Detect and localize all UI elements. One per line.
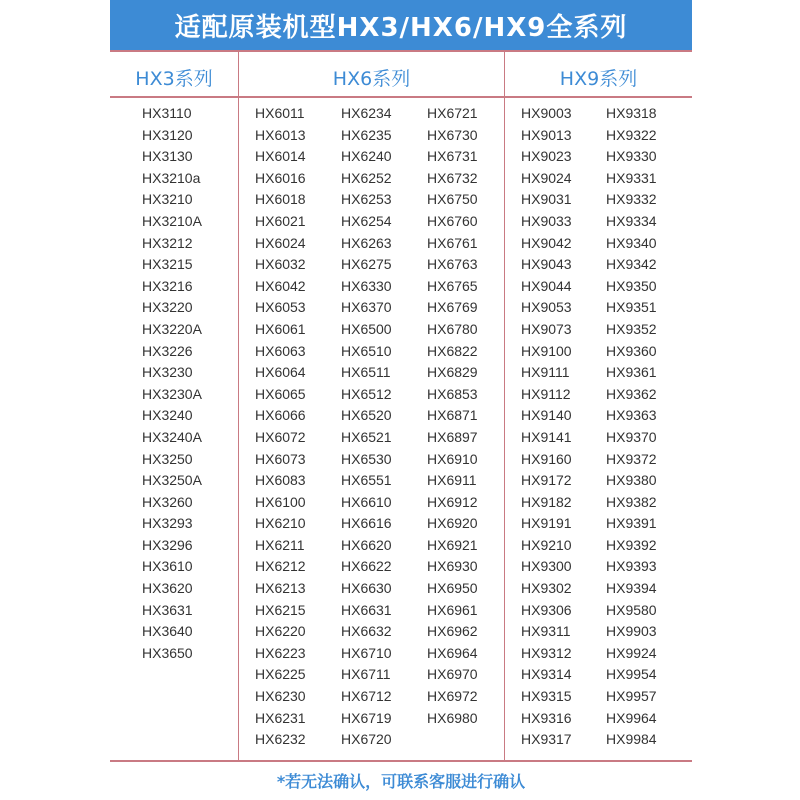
model-item: HX6964 <box>427 644 478 661</box>
model-item: HX6761 <box>427 234 478 251</box>
model-item: HX6213 <box>255 580 306 597</box>
model-item: HX3226 <box>142 342 193 359</box>
model-item: HX9393 <box>606 558 657 575</box>
header-hx3-label: HX3系列 <box>135 67 213 90</box>
model-item: HX9140 <box>521 407 572 424</box>
model-item: HX6720 <box>341 731 392 748</box>
model-item: HX9312 <box>521 644 572 661</box>
model-item: HX3250 <box>142 450 193 467</box>
model-item: HX3210a <box>142 169 201 186</box>
model-item: HX9342 <box>606 256 657 273</box>
model-item: HX6240 <box>341 148 392 165</box>
model-item: HX9580 <box>606 601 657 618</box>
model-item: HX3296 <box>142 536 193 553</box>
model-item: HX9160 <box>521 450 572 467</box>
model-item: HX3293 <box>142 515 193 532</box>
model-item: HX9351 <box>606 299 657 316</box>
model-item: HX3216 <box>142 277 193 294</box>
model-item: HX3260 <box>142 493 193 510</box>
model-item: HX6013 <box>255 126 306 143</box>
model-item: HX6100 <box>255 493 306 510</box>
model-item: HX9141 <box>521 428 572 445</box>
model-item: HX9350 <box>606 277 657 294</box>
model-item: HX3130 <box>142 148 193 165</box>
model-item: HX6930 <box>427 558 478 575</box>
model-item: HX6065 <box>255 385 306 402</box>
model-item: HX6920 <box>427 515 478 532</box>
model-item: HX9013 <box>521 126 572 143</box>
model-item: HX6630 <box>341 580 392 597</box>
model-item: HX6263 <box>341 234 392 251</box>
model-item: HX6631 <box>341 601 392 618</box>
column-divider-hx3-hx6 <box>238 50 239 762</box>
model-item: HX9043 <box>521 256 572 273</box>
model-item: HX6961 <box>427 601 478 618</box>
model-item: HX6220 <box>255 623 306 640</box>
model-item: HX6510 <box>341 342 392 359</box>
model-item: HX9362 <box>606 385 657 402</box>
model-item: HX9352 <box>606 320 657 337</box>
model-item: HX3210A <box>142 212 202 229</box>
model-item: HX3215 <box>142 256 193 273</box>
model-item: HX6063 <box>255 342 306 359</box>
model-item: HX6911 <box>427 472 477 489</box>
model-item: HX6215 <box>255 601 306 618</box>
model-item: HX6980 <box>427 709 478 726</box>
model-item: HX6765 <box>427 277 478 294</box>
model-item: HX6530 <box>341 450 392 467</box>
model-item: HX6730 <box>427 126 478 143</box>
model-item: HX6232 <box>255 731 306 748</box>
model-item: HX9332 <box>606 191 657 208</box>
model-item: HX9003 <box>521 105 572 121</box>
model-item: HX6330 <box>341 277 392 294</box>
model-item: HX9172 <box>521 472 572 489</box>
model-item: HX9311 <box>521 623 571 640</box>
model-item: HX9370 <box>606 428 657 445</box>
model-item: HX3250A <box>142 472 202 489</box>
model-item: HX6620 <box>341 536 392 553</box>
model-item: HX9024 <box>521 169 572 186</box>
model-item: HX6853 <box>427 385 478 402</box>
hx9-model-list-col2 <box>606 103 657 751</box>
model-item: HX9100 <box>521 342 572 359</box>
model-item: HX6024 <box>255 234 306 251</box>
model-item: HX9191 <box>521 515 572 532</box>
model-item: HX6230 <box>255 688 306 705</box>
model-item: HX6822 <box>427 342 478 359</box>
model-item: HX3220A <box>142 320 202 337</box>
model-item: HX9210 <box>521 536 572 553</box>
hx9-model-list-col1 <box>521 103 572 751</box>
model-item: HX6921 <box>427 536 478 553</box>
hx6-model-list-col3 <box>427 103 478 729</box>
model-item: HX6950 <box>427 580 478 597</box>
model-item: HX3240A <box>142 428 202 445</box>
model-item: HX9031 <box>521 191 572 208</box>
model-item: HX9392 <box>606 536 657 553</box>
model-item: HX9033 <box>521 212 572 229</box>
model-item: HX6254 <box>341 212 392 229</box>
model-item: HX6910 <box>427 450 478 467</box>
model-item: HX3220 <box>142 299 193 316</box>
model-item: HX3230A <box>142 385 202 402</box>
model-item: HX6083 <box>255 472 306 489</box>
header-hx3 <box>110 62 238 92</box>
model-item: HX9330 <box>606 148 657 165</box>
model-item: HX3620 <box>142 580 193 597</box>
model-item: HX6721 <box>427 105 478 121</box>
model-item: HX9382 <box>606 493 657 510</box>
model-item: HX6061 <box>255 320 306 337</box>
model-item: HX6610 <box>341 493 392 510</box>
model-item: HX6225 <box>255 666 306 683</box>
model-item: HX6551 <box>341 472 392 489</box>
model-item: HX6072 <box>255 428 306 445</box>
model-item: HX3230 <box>142 364 193 381</box>
model-item: HX9964 <box>606 709 657 726</box>
model-item: HX6710 <box>341 644 392 661</box>
hx3-model-list <box>142 103 202 664</box>
model-item: HX6731 <box>427 148 478 165</box>
model-item: HX6763 <box>427 256 478 273</box>
model-item: HX3210 <box>142 191 193 208</box>
model-item: HX6210 <box>255 515 306 532</box>
model-item: HX6211 <box>255 536 305 553</box>
model-item: HX9957 <box>606 688 657 705</box>
header-hx9-label: HX9系列 <box>559 67 638 90</box>
model-item: HX6970 <box>427 666 478 683</box>
header-hx6-label: HX6系列 <box>332 67 411 90</box>
column-divider-hx6-hx9 <box>504 50 505 762</box>
model-item: HX6370 <box>341 299 392 316</box>
model-item: HX6234 <box>341 105 392 121</box>
model-item: HX9380 <box>606 472 657 489</box>
model-item: HX3650 <box>142 644 193 661</box>
model-item: HX3631 <box>142 601 193 618</box>
model-item: HX9360 <box>606 342 657 359</box>
model-item: HX6500 <box>341 320 392 337</box>
model-item: HX6021 <box>255 212 306 229</box>
model-item: HX6018 <box>255 191 306 208</box>
model-item: HX9111 <box>521 364 570 381</box>
model-item: HX9903 <box>606 623 657 640</box>
model-item: HX9315 <box>521 688 572 705</box>
model-item: HX9316 <box>521 709 572 726</box>
model-item: HX9334 <box>606 212 657 229</box>
model-item: HX6253 <box>341 191 392 208</box>
model-item: HX3610 <box>142 558 193 575</box>
model-item: HX6769 <box>427 299 478 316</box>
header-divider <box>110 96 692 98</box>
model-item: HX9331 <box>606 169 657 186</box>
model-item: HX6235 <box>341 126 392 143</box>
model-item: HX9322 <box>606 126 657 143</box>
model-item: HX6016 <box>255 169 306 186</box>
footer-note <box>110 765 692 795</box>
model-item: HX6511 <box>341 364 391 381</box>
model-item: HX6053 <box>255 299 306 316</box>
model-item: HX3120 <box>142 126 193 143</box>
model-item: HX6632 <box>341 623 392 640</box>
model-item: HX3212 <box>142 234 193 251</box>
model-item: HX9363 <box>606 407 657 424</box>
model-item: HX9314 <box>521 666 572 683</box>
model-item: HX3640 <box>142 623 193 640</box>
model-item: HX9042 <box>521 234 572 251</box>
model-item: HX6719 <box>341 709 392 726</box>
model-item: HX6962 <box>427 623 478 640</box>
page-title: 适配原装机型HX3/HX6/HX9全系列 <box>174 12 628 43</box>
model-item: HX9300 <box>521 558 572 575</box>
model-item: HX6732 <box>427 169 478 186</box>
model-item: HX9302 <box>521 580 572 597</box>
hx6-model-list-col2 <box>341 103 392 751</box>
model-item: HX6231 <box>255 709 306 726</box>
model-item: HX9023 <box>521 148 572 165</box>
model-item: HX6252 <box>341 169 392 186</box>
model-item: HX9112 <box>521 385 571 402</box>
model-item: HX6066 <box>255 407 306 424</box>
model-item: HX9073 <box>521 320 572 337</box>
model-item: HX6622 <box>341 558 392 575</box>
model-item: HX9053 <box>521 299 572 316</box>
model-item: HX6014 <box>255 148 306 165</box>
model-item: HX9361 <box>606 364 657 381</box>
model-item: HX6972 <box>427 688 478 705</box>
model-item: HX6275 <box>341 256 392 273</box>
model-item: HX6512 <box>341 385 392 402</box>
model-item: HX6780 <box>427 320 478 337</box>
model-item: HX9391 <box>606 515 657 532</box>
model-item: HX3110 <box>142 105 192 121</box>
model-item: HX6760 <box>427 212 478 229</box>
footer-note-text: *若无法确认，可联系客服进行确认 <box>276 771 526 791</box>
model-item: HX9317 <box>521 731 572 748</box>
hx6-model-list-col1 <box>255 103 306 751</box>
model-item: HX9372 <box>606 450 657 467</box>
page-title-banner <box>110 0 692 50</box>
model-item: HX6073 <box>255 450 306 467</box>
model-item: HX6912 <box>427 493 478 510</box>
model-item: HX9984 <box>606 731 657 748</box>
model-item: HX9306 <box>521 601 572 618</box>
model-item: HX6750 <box>427 191 478 208</box>
model-item: HX6520 <box>341 407 392 424</box>
header-hx6 <box>239 62 504 92</box>
model-item: HX9182 <box>521 493 572 510</box>
model-item: HX6223 <box>255 644 306 661</box>
model-item: HX6829 <box>427 364 478 381</box>
model-item: HX6032 <box>255 256 306 273</box>
model-item: HX9954 <box>606 666 657 683</box>
model-item: HX9340 <box>606 234 657 251</box>
model-item: HX6711 <box>341 666 391 683</box>
table-bottom-rule <box>110 760 692 762</box>
model-item: HX6616 <box>341 515 392 532</box>
header-hx9 <box>505 62 692 92</box>
model-item: HX6897 <box>427 428 478 445</box>
table-top-rule <box>110 50 692 52</box>
model-item: HX9318 <box>606 105 657 121</box>
model-item: HX3240 <box>142 407 193 424</box>
model-item: HX9044 <box>521 277 572 294</box>
model-item: HX6521 <box>341 428 392 445</box>
model-item: HX6011 <box>255 105 305 121</box>
model-item: HX6712 <box>341 688 392 705</box>
model-item: HX6042 <box>255 277 306 294</box>
model-item: HX6212 <box>255 558 306 575</box>
model-item: HX9924 <box>606 644 657 661</box>
model-item: HX6064 <box>255 364 306 381</box>
model-item: HX6871 <box>427 407 478 424</box>
model-item: HX9394 <box>606 580 657 597</box>
